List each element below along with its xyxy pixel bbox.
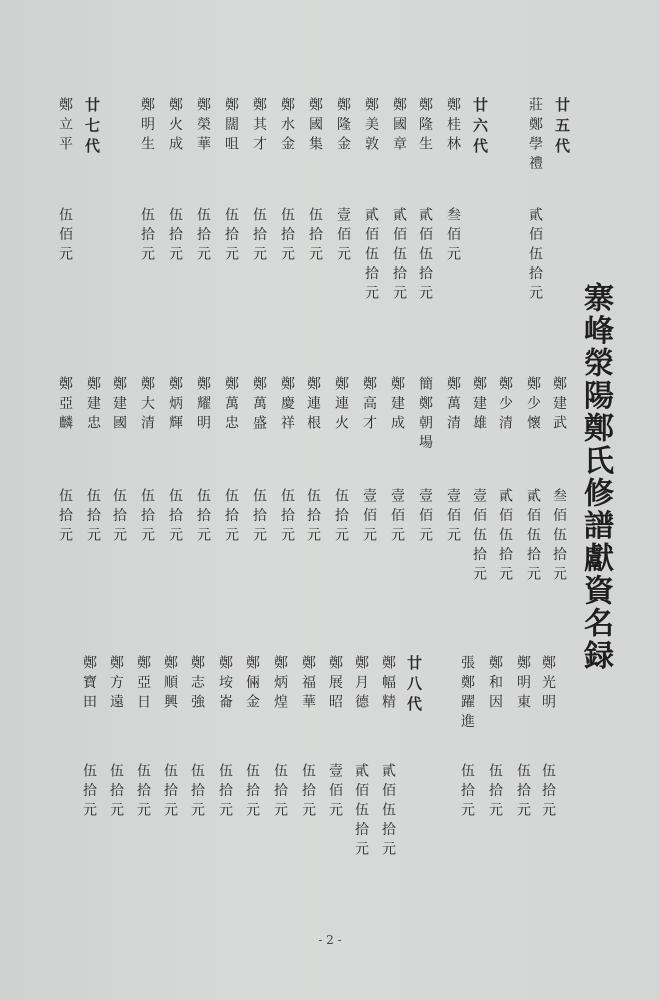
donation-amount: 伍拾元	[272, 763, 288, 822]
donor-name: 鄭志強	[189, 655, 205, 714]
donation-amount: 伍拾元	[162, 763, 178, 822]
donation-amount: 伍拾元	[81, 763, 97, 822]
donor-name: 鄭明生	[139, 97, 155, 156]
donation-amount: 伍拾元	[305, 488, 321, 547]
donation-amount: 伍拾元	[195, 207, 211, 266]
donation-amount: 伍拾元	[189, 763, 205, 822]
donation-amount: 貳佰伍拾元	[391, 207, 407, 305]
donor-name: 鄭寶田	[81, 655, 97, 714]
donor-name: 鄭立平	[57, 97, 73, 156]
donor-name: 鄭炳煌	[272, 655, 288, 714]
donor-name: 鄭順興	[162, 655, 178, 714]
donation-amount: 伍拾元	[279, 207, 295, 266]
donor-name: 鄭和因	[487, 655, 503, 714]
donor-name: 鄭美敦	[363, 97, 379, 156]
donation-amount: 伍拾元	[279, 488, 295, 547]
donor-name: 鄭闊咀	[223, 97, 239, 156]
donor-name: 鄭福華	[300, 655, 316, 714]
donation-amount: 貳佰伍拾元	[497, 488, 513, 586]
donation-amount: 伍拾元	[108, 763, 124, 822]
donor-name: 鄭國集	[307, 97, 323, 156]
donor-name: 鄭榮華	[195, 97, 211, 156]
donation-amount: 伍拾元	[139, 207, 155, 266]
donation-amount: 貳佰伍拾元	[380, 763, 396, 861]
donation-amount: 伍拾元	[251, 488, 267, 547]
donor-name: 鄭建忠	[85, 376, 101, 435]
donation-amount: 壹佰元	[445, 488, 461, 547]
donation-amount: 貳佰伍拾元	[353, 763, 369, 861]
donation-amount: 貳佰伍拾元	[363, 207, 379, 305]
donation-amount: 貳佰伍拾元	[525, 488, 541, 586]
generation-heading: 廿八代	[405, 655, 423, 717]
donor-name: 鄭耀明	[195, 376, 211, 435]
donor-name: 鄭連火	[333, 376, 349, 435]
donation-amount: 伍拾元	[540, 763, 556, 822]
donation-amount: 伍拾元	[223, 207, 239, 266]
donor-name: 鄭建雄	[471, 376, 487, 435]
donor-name: 鄭慶祥	[279, 376, 295, 435]
donation-amount: 伍佰元	[57, 207, 73, 266]
donor-name: 鄭建成	[389, 376, 405, 435]
donation-amount: 貳佰伍拾元	[527, 207, 543, 305]
generation-heading: 廿五代	[553, 97, 571, 159]
donation-amount: 伍拾元	[85, 488, 101, 547]
donor-name: 鄭建武	[551, 376, 567, 435]
donor-name: 鄭萬盛	[251, 376, 267, 435]
donation-amount: 伍拾元	[244, 763, 260, 822]
donation-amount: 伍拾元	[57, 488, 73, 547]
donor-name: 鄭隆生	[417, 97, 433, 156]
donor-name: 鄭國章	[391, 97, 407, 156]
donation-amount: 伍拾元	[135, 763, 151, 822]
donor-name: 鄭垵崙	[217, 655, 233, 714]
donation-amount: 叁佰元	[445, 207, 461, 266]
donor-name: 鄭少清	[497, 376, 513, 435]
donation-amount: 壹佰元	[361, 488, 377, 547]
donation-amount: 叁佰伍拾元	[551, 488, 567, 586]
donation-amount: 伍拾元	[217, 763, 233, 822]
donor-name: 鄭高才	[361, 376, 377, 435]
donor-name: 鄭建國	[111, 376, 127, 435]
donation-amount: 壹佰元	[389, 488, 405, 547]
donor-name: 鄭連根	[305, 376, 321, 435]
donor-name: 簡鄭朝場	[417, 376, 433, 454]
donation-amount: 伍拾元	[251, 207, 267, 266]
donor-name: 莊鄭學禮	[527, 97, 543, 175]
donation-amount: 壹佰元	[335, 207, 351, 266]
donor-name: 鄭亞麟	[57, 376, 73, 435]
donor-name: 鄭炳輝	[167, 376, 183, 435]
donor-name: 鄭桂林	[445, 97, 461, 156]
generation-heading: 廿六代	[471, 97, 489, 159]
donation-amount: 伍拾元	[111, 488, 127, 547]
donor-name: 鄭明東	[515, 655, 531, 714]
donor-name: 鄭火成	[167, 97, 183, 156]
donor-name: 鄭隆金	[335, 97, 351, 156]
donation-amount: 伍拾元	[333, 488, 349, 547]
generation-heading: 廿七代	[83, 97, 101, 159]
donor-name: 鄭幅精	[380, 655, 396, 714]
donor-name: 鄭月德	[353, 655, 369, 714]
donation-amount: 伍拾元	[459, 763, 475, 822]
donation-amount: 伍拾元	[167, 488, 183, 547]
donor-name: 鄭倆金	[244, 655, 260, 714]
donor-name: 鄭展昭	[327, 655, 343, 714]
donor-name: 鄭方遠	[108, 655, 124, 714]
donation-amount: 伍拾元	[307, 207, 323, 266]
donation-amount: 伍拾元	[195, 488, 211, 547]
donation-amount: 貳佰伍拾元	[417, 207, 433, 305]
donation-amount: 壹佰伍拾元	[471, 488, 487, 586]
donation-amount: 伍拾元	[223, 488, 239, 547]
donor-name: 鄭亞日	[135, 655, 151, 714]
donor-name: 鄭其才	[251, 97, 267, 156]
donation-amount: 伍拾元	[139, 488, 155, 547]
donation-amount: 伍拾元	[300, 763, 316, 822]
donor-name: 鄭少懷	[525, 376, 541, 435]
page-number: - 2 -	[318, 933, 342, 947]
donation-amount: 伍拾元	[515, 763, 531, 822]
donor-name: 鄭萬清	[445, 376, 461, 435]
donor-name: 張鄭躍進	[459, 655, 475, 733]
donation-amount: 伍拾元	[167, 207, 183, 266]
donation-amount: 伍拾元	[487, 763, 503, 822]
donor-name: 鄭光明	[540, 655, 556, 714]
donor-name: 鄭萬忠	[223, 376, 239, 435]
page-title: 寨峰滎陽鄭氏修譜獻資名録	[578, 282, 613, 672]
donation-amount: 壹佰元	[417, 488, 433, 547]
donor-name: 鄭水金	[279, 97, 295, 156]
donation-amount: 壹佰元	[327, 763, 343, 822]
donor-name: 鄭大清	[139, 376, 155, 435]
